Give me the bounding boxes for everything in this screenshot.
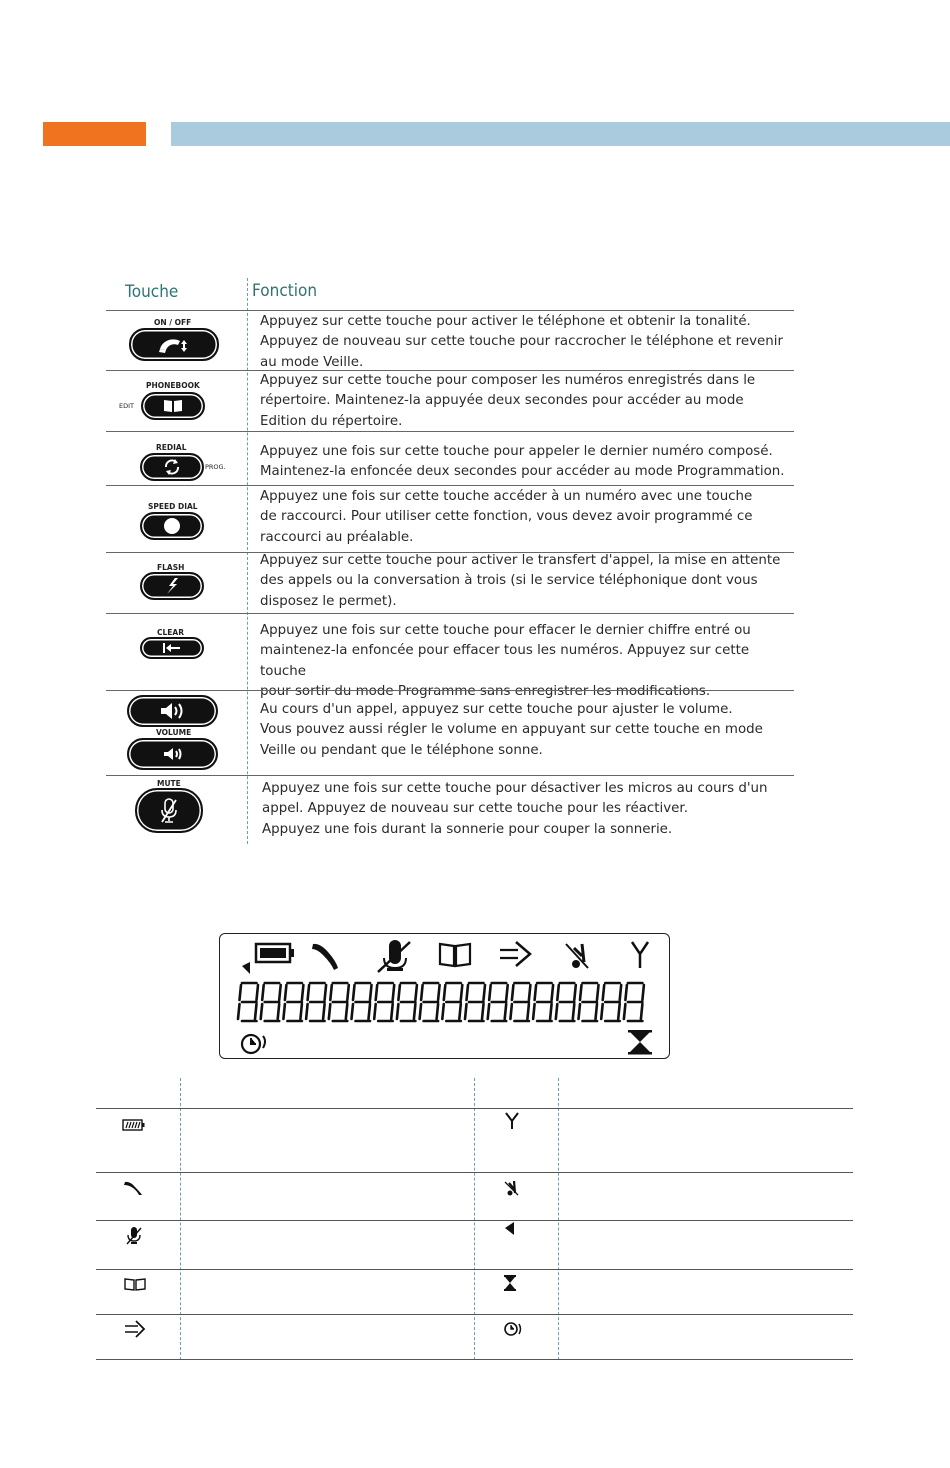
- key-label-clear: CLEAR: [157, 628, 184, 637]
- lcd-segment: [512, 985, 514, 1000]
- redial-icon: [162, 458, 182, 476]
- lcd-segment: [601, 1004, 603, 1019]
- desc-line: Maintenez-la enfoncée deux secondes pour accéder au mode Programmation.: [260, 464, 785, 480]
- desc-line: répertoire. Maintenez-la appuyée deux secondes pour accéder au mode: [260, 393, 744, 409]
- lcd-segment: [527, 1004, 529, 1019]
- lcd-segment: [283, 1004, 285, 1019]
- table-row: [106, 613, 794, 699]
- lcd-segment: [414, 1004, 416, 1019]
- speaker-icon: [158, 701, 188, 721]
- table-row: [106, 431, 794, 485]
- key-label-redial: REDIAL: [156, 443, 187, 452]
- lcd-segment: [641, 1004, 643, 1019]
- keys-function-table: [106, 278, 794, 843]
- lcd-digit: [624, 983, 644, 1021]
- lcd-segment: [279, 985, 281, 1000]
- lcd-segment: [533, 1004, 535, 1019]
- lcd-segment: [642, 985, 644, 1000]
- lcd-segment: [442, 1004, 444, 1019]
- handset-icon: [154, 333, 194, 357]
- desc-line: de raccourci. Pour utiliser cette fonction, vous devez avoir programmé ce: [260, 509, 753, 525]
- key-side-edit: EDIT: [119, 402, 134, 410]
- lcd-segment: [624, 1004, 626, 1019]
- desc-line: raccourci au préalable.: [260, 529, 414, 545]
- clock-icon: [503, 1321, 525, 1337]
- lcd-segment: [323, 1004, 325, 1019]
- lcd-segment: [597, 985, 599, 1000]
- lcd-segment: [415, 985, 417, 1000]
- lcd-segment: [398, 985, 400, 1000]
- lcd-segment: [482, 1004, 484, 1019]
- lcd-segment: [510, 1004, 512, 1019]
- table-row: [96, 1269, 853, 1270]
- desc-line: Appuyez une fois sur cette touche accéder à un numéro avec une touche: [260, 489, 753, 504]
- clock-icon: [242, 1035, 265, 1053]
- lcd-segment: [461, 985, 463, 1000]
- desc-line: disposez le permet).: [260, 593, 397, 609]
- lcd-digit: [579, 983, 599, 1021]
- lcd-segment: [240, 985, 242, 1000]
- backspace-icon: [162, 642, 182, 654]
- icon-legend-table: [96, 1078, 853, 1360]
- lcd-digit: [397, 983, 417, 1021]
- lcd-segment: [329, 1004, 331, 1019]
- antenna-icon: [504, 1112, 520, 1130]
- table-row: [96, 1172, 853, 1173]
- lcd-segment: [353, 985, 355, 1000]
- lcd-segment: [374, 1004, 376, 1019]
- forward-arrow-icon: [500, 942, 530, 966]
- lcd-digit: [488, 983, 508, 1021]
- desc-line: Appuyez sur cette touche pour activer le téléphone et obtenir la tonalité.: [260, 314, 751, 329]
- lcd-segment: [300, 1004, 302, 1019]
- table-header: [106, 278, 794, 310]
- lcd-display: [219, 933, 670, 1059]
- lcd-graphic: [220, 934, 671, 1060]
- lcd-segment: [306, 1004, 308, 1019]
- lcd-segment: [625, 985, 627, 1000]
- desc-line: maintenez-la enfoncée pour effacer tous les numéros. Appuyez sur cette touche: [260, 643, 750, 679]
- desc-line: Appuyez une fois sur cette touche pour désactiver les micros au cours d'un: [262, 781, 768, 796]
- flash-button[interactable]: [140, 572, 204, 600]
- lcd-segment: [465, 1004, 467, 1019]
- lcd-segment: [529, 985, 531, 1000]
- volume-down-button[interactable]: [127, 738, 218, 770]
- lcd-segment: [421, 985, 423, 1000]
- lcd-digit: [420, 983, 440, 1021]
- desc-line: appel. Appuyez de nouveau sur cette touche pour les réactiver.: [262, 801, 688, 817]
- desc-line: Appuyez une fois sur cette touche pour effacer le dernier chiffre entré ou: [260, 623, 751, 638]
- lcd-segment: [557, 985, 559, 1000]
- desc-line: pour sortir du mode Programme sans enregistrer les modifications.: [260, 683, 711, 699]
- lcd-segment: [261, 1004, 263, 1019]
- lcd-digit: [442, 983, 462, 1021]
- lcd-segment: [620, 985, 622, 1000]
- table-row: [106, 310, 794, 370]
- lcd-digit: [601, 983, 621, 1021]
- lcd-segment: [574, 985, 576, 1000]
- lcd-segment: [347, 985, 349, 1000]
- lcd-segment: [437, 1004, 439, 1019]
- lcd-segment: [302, 985, 304, 1000]
- lcd-segment: [393, 985, 395, 1000]
- lcd-segment: [444, 985, 446, 1000]
- lcd-segment: [603, 985, 605, 1000]
- hourglass-icon: [628, 1030, 652, 1055]
- lcd-segment: [325, 985, 327, 1000]
- column-divider: [558, 1078, 559, 1360]
- speaker-icon: [161, 746, 185, 762]
- mute-mic-icon: [378, 940, 410, 972]
- redial-button[interactable]: [140, 453, 204, 481]
- book-icon: [162, 398, 184, 414]
- table-row: [106, 775, 794, 843]
- lcd-segment: [579, 1004, 581, 1019]
- lcd-segment: [397, 1004, 399, 1019]
- desc-line: Appuyez sur cette touche pour composer les numéros enregistrés dans le: [260, 373, 756, 388]
- mute-button[interactable]: [135, 788, 203, 833]
- lcd-segment: [550, 1004, 552, 1019]
- volume-arrow-icon: [242, 962, 250, 974]
- desc-line: Edition du répertoire.: [260, 413, 403, 429]
- table-row: [96, 1314, 853, 1315]
- lcd-segment: [391, 1004, 393, 1019]
- book-icon: [124, 1277, 146, 1291]
- lcd-digit: [374, 983, 394, 1021]
- table-row: [106, 370, 794, 431]
- lcd-segment: [438, 985, 440, 1000]
- lcd-segment: [257, 985, 259, 1000]
- key-label-flash: FLASH: [157, 563, 185, 572]
- lcd-segment: [285, 985, 287, 1000]
- lcd-segment: [484, 985, 486, 1000]
- table-row: [106, 485, 794, 552]
- lcd-segment: [580, 985, 582, 1000]
- desc-line: Vous pouvez aussi régler le volume en appuyant sur cette touche en mode: [260, 722, 763, 738]
- volume-up-button[interactable]: [127, 695, 218, 727]
- forward-arrow-icon: [124, 1319, 148, 1339]
- desc-line: Veille ou pendant que le téléphone sonne.: [260, 742, 543, 758]
- key-label-volume: VOLUME: [156, 728, 192, 737]
- lcd-segment: [556, 1004, 558, 1019]
- ringer-off-icon: [502, 1180, 520, 1196]
- lcd-segment: [369, 1004, 371, 1019]
- lcd-digit: [556, 983, 576, 1021]
- lcd-segment: [352, 1004, 354, 1019]
- table-row: [106, 552, 794, 613]
- lcd-digit-row: [238, 983, 644, 1021]
- mute-mic-icon: [124, 1226, 144, 1246]
- on-off-button[interactable]: [129, 328, 219, 361]
- lcd-digit: [352, 983, 372, 1021]
- desc-line: Appuyez une fois durant la sonnerie pour couper la sonnerie.: [262, 821, 673, 837]
- lcd-segment: [238, 1004, 240, 1019]
- lcd-segment: [370, 985, 372, 1000]
- key-label-onoff: ON / OFF: [154, 318, 192, 327]
- flash-icon: [163, 577, 181, 595]
- battery-icon: [256, 944, 294, 962]
- lcd-segment: [618, 1004, 620, 1019]
- column-divider: [180, 1078, 181, 1360]
- lcd-segment: [489, 985, 491, 1000]
- table-row: [96, 1108, 853, 1109]
- header-fonction: Fonction: [252, 281, 318, 301]
- antenna-icon: [632, 942, 648, 968]
- lcd-digit: [533, 983, 553, 1021]
- lcd-segment: [346, 1004, 348, 1019]
- book-icon: [440, 944, 470, 966]
- lcd-segment: [459, 1004, 461, 1019]
- desc-line: Appuyez de nouveau sur cette touche pour raccrocher le téléphone et revenir: [260, 334, 783, 350]
- ringer-off-icon: [566, 944, 588, 968]
- lcd-segment: [330, 985, 332, 1000]
- lcd-segment: [420, 1004, 422, 1019]
- dot-icon: [163, 517, 181, 535]
- lcd-segment: [596, 1004, 598, 1019]
- hourglass-icon: [503, 1274, 517, 1292]
- lcd-segment: [467, 985, 469, 1000]
- lcd-segment: [506, 985, 508, 1000]
- table-row: [106, 690, 794, 775]
- lcd-segment: [505, 1004, 507, 1019]
- clear-button[interactable]: [140, 637, 204, 659]
- lcd-segment: [488, 1004, 490, 1019]
- lcd-digit: [238, 983, 258, 1021]
- lcd-digit: [329, 983, 349, 1021]
- desc-line: Au cours d'un appel, appuyez sur cette touche pour ajuster le volume.: [260, 702, 733, 717]
- handset-icon: [312, 944, 338, 970]
- desc-line: au mode Veille.: [260, 354, 364, 370]
- lcd-digit: [283, 983, 303, 1021]
- section-accent-bar: [43, 122, 146, 146]
- lcd-segment: [376, 985, 378, 1000]
- table-row: [96, 1220, 853, 1221]
- lcd-digit: [465, 983, 485, 1021]
- column-divider: [474, 1078, 475, 1360]
- lcd-segment: [552, 985, 554, 1000]
- phonebook-button[interactable]: [141, 392, 205, 420]
- lcd-digit: [261, 983, 281, 1021]
- header-touche: Touche: [125, 282, 179, 302]
- speed-dial-button[interactable]: [140, 512, 204, 540]
- lcd-digit: [510, 983, 530, 1021]
- battery-icon: [122, 1119, 146, 1131]
- handset-icon: [123, 1180, 145, 1196]
- section-header-band: [171, 122, 950, 146]
- volume-arrow-icon: [504, 1221, 516, 1237]
- key-side-prog: PROG.: [205, 463, 226, 471]
- table-bottom-rule: [96, 1359, 853, 1360]
- key-label-phonebook: PHONEBOOK: [146, 381, 200, 390]
- lcd-digit: [306, 983, 326, 1021]
- desc-line: Appuyez sur cette touche pour activer le transfert d'appel, la mise en attente: [260, 553, 781, 568]
- lcd-segment: [262, 985, 264, 1000]
- desc-line: Appuyez une fois sur cette touche pour appeler le dernier numéro composé.: [260, 444, 773, 459]
- lcd-segment: [535, 985, 537, 1000]
- mute-mic-icon: [157, 797, 181, 825]
- key-label-mute: MUTE: [157, 779, 181, 788]
- lcd-segment: [308, 985, 310, 1000]
- key-label-speed-dial: SPEED DIAL: [148, 502, 198, 511]
- lcd-segment: [573, 1004, 575, 1019]
- lcd-segment: [278, 1004, 280, 1019]
- desc-line: des appels ou la conversation à trois (si le service téléphonique dont vous: [260, 573, 758, 589]
- lcd-segment: [255, 1004, 257, 1019]
